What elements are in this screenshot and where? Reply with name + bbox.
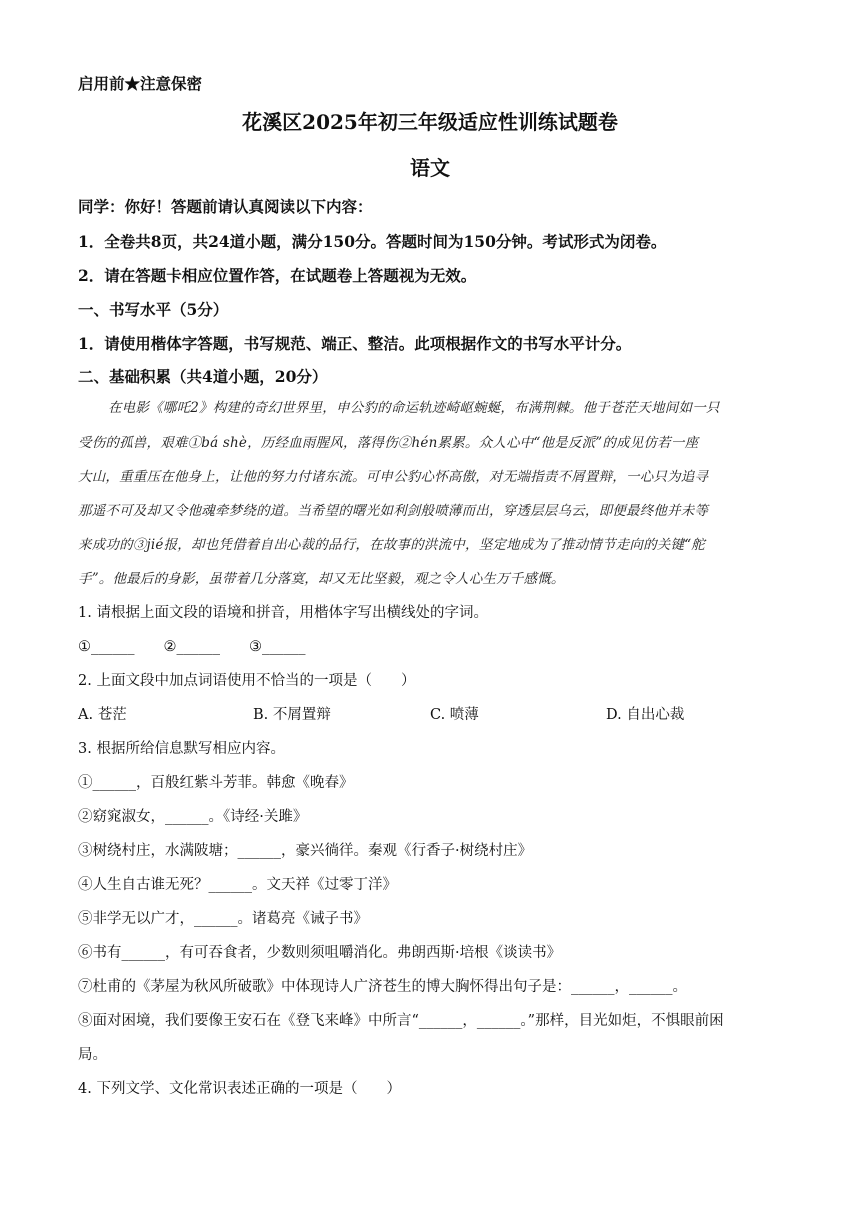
question-2: 2. 上面文段中加点词语使用不恰当的一项是（ ） <box>78 673 416 689</box>
option-b: B. 不屑置辩 <box>253 707 331 723</box>
recitation-item: ⑤非学无以广才，______。诸葛亮《诫子书》 <box>78 911 368 927</box>
section2-heading: 二、基础积累（共4道小题，20分） <box>78 367 328 386</box>
recitation-item-continued: 局。 <box>78 1047 107 1063</box>
notice-item-1: 1．全卷共8页，共24道小题，满分150分。答题时间为150分钟。考试形式为闭卷。 <box>78 232 667 251</box>
recitation-item: ②窈窕淑女，______。《诗经·关雎》 <box>78 809 308 825</box>
option-d: D. 自出心裁 <box>606 707 685 723</box>
notice-item-2: 2．请在答题卡相应位置作答，在试题卷上答题视为无效。 <box>78 266 477 285</box>
section1-heading: 一、书写水平（5分） <box>78 300 229 319</box>
recitation-item: ⑦杜甫的《茅屋为秋风所破歌》中体现诗人广济苍生的博大胸怀得出句子是：______，______。 <box>78 979 687 995</box>
subject-title: 语文 <box>410 156 450 180</box>
question-1: 1. 请根据上面文段的语境和拼音，用楷体字写出横线处的字词。 <box>78 605 488 621</box>
recitation-item: ③树绕村庄，水满陂塘；______，豪兴徜徉。秦观《行香子·树绕村庄》 <box>78 843 533 859</box>
recitation-item: ①______，百般红紫斗芳菲。韩愈《晚春》 <box>78 775 354 791</box>
section1-item-1: 1．请使用楷体字答题，书写规范、端正、整洁。此项根据作文的书写水平计分。 <box>78 334 632 353</box>
option-c: C. 喷薄 <box>430 707 479 723</box>
recitation-item: ④人生自古谁无死？______。文天祥《过零丁洋》 <box>78 877 397 893</box>
passage-line: 手”。他最后的身影，虽带着几分落寞，却又无比坚毅，观之令人心生万千感慨。 <box>78 571 565 587</box>
passage-line: 那遥不可及却又令他魂牵梦绕的道。当希望的曙光如利剑般喷薄而出，穿透层层乌云，即便最终他并未等 <box>78 503 709 519</box>
passage-line: 大山，重重压在他身上，让他的努力付诸东流。可申公豹心怀高傲，对无端指责不屑置辩，一心只为追寻 <box>78 469 709 485</box>
question-3: 3. 根据所给信息默写相应内容。 <box>78 741 285 757</box>
recitation-item: ⑥书有______，有可吞食者，少数则须咀嚼消化。弗朗西斯·培根《谈读书》 <box>78 945 562 961</box>
passage-line: 来成功的③jié报，却也凭借着自出心裁的品行，在故事的洪流中，坚定地成为了推动情节走向的关键“舵 <box>78 537 705 553</box>
exam-title: 花溪区2025年初三年级适应性训练试题卷 <box>242 110 618 134</box>
passage-line: 受伤的孤兽，艰难①bá shè，历经血雨腥风，落得伤②hén累累。众人心中“他是反派”的成见仿若一座 <box>78 435 699 451</box>
recitation-item: ⑧面对困境，我们要像王安石在《登飞来峰》中所言“______，______。”那样，目光如炬，不惧眼前困 <box>78 1013 724 1029</box>
confidential-notice: 启用前★注意保密 <box>78 74 203 93</box>
passage-line: 在电影《哪吒2》构建的奇幻世界里，申公豹的命运轨迹崎岖蜿蜒，布满荆棘。他于苍茫天地间如一只 <box>108 400 720 416</box>
option-a: A. 苍茫 <box>78 707 127 723</box>
question-1-blanks: ①______ ②______ ③______ <box>78 639 306 655</box>
notice-intro: 同学：你好！答题前请认真阅读以下内容： <box>78 197 373 216</box>
question-4: 4. 下列文学、文化常识表述正确的一项是（ ） <box>78 1081 401 1097</box>
